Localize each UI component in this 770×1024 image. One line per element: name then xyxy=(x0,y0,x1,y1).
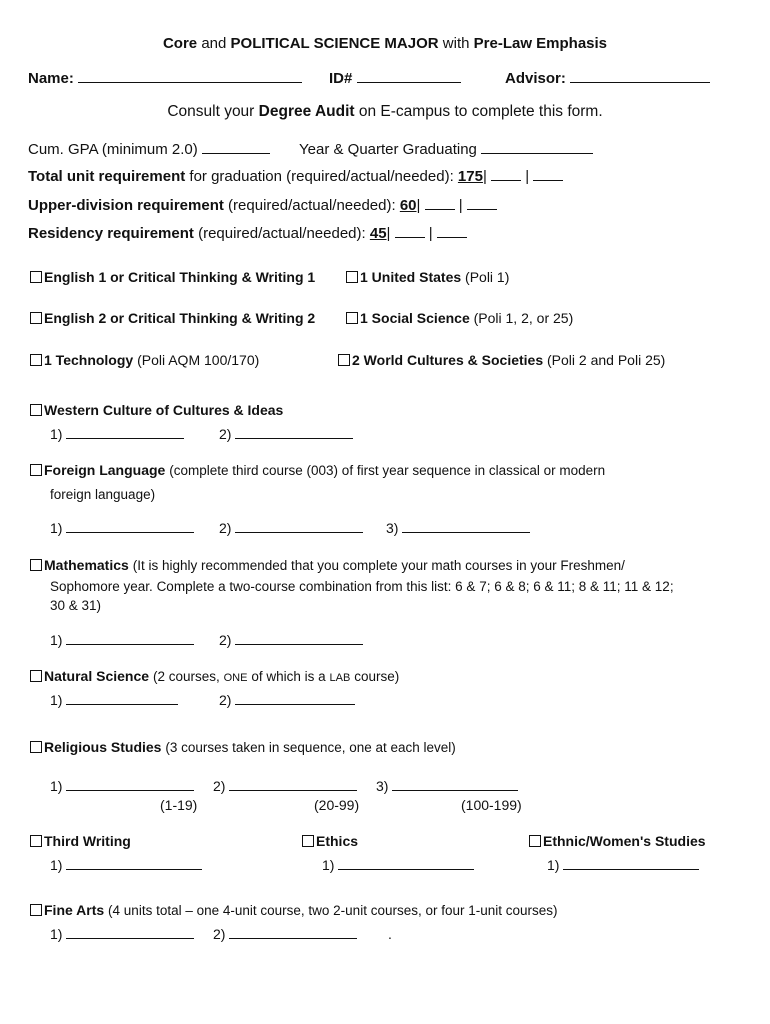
fine-arts-desc: (4 units total – one 4-unit course, two 2-unit courses, or four 1-unit courses) xyxy=(108,903,558,918)
num-1: 1) xyxy=(50,692,63,708)
math-checkbox[interactable] xyxy=(30,559,42,571)
upper-actual-field[interactable] xyxy=(425,197,455,210)
upper-div-desc: (required/actual/needed): xyxy=(228,197,396,214)
ethnic-item xyxy=(529,833,706,849)
religious-label: Religious Studies xyxy=(44,739,162,755)
name-label: Name: xyxy=(28,70,74,87)
social-checkbox[interactable] xyxy=(346,312,358,324)
western-line-2[interactable] xyxy=(235,426,353,439)
total-actual-field[interactable] xyxy=(491,168,521,181)
ethics-field xyxy=(322,857,474,873)
us-checkbox[interactable] xyxy=(346,271,358,283)
tech-checkbox[interactable] xyxy=(30,354,42,366)
id-label: ID# xyxy=(329,70,353,87)
natural-checkbox[interactable] xyxy=(30,670,42,682)
rel-range-3: (100-199) xyxy=(461,797,522,813)
total-unit-value: 175 xyxy=(457,168,483,185)
advisor-row xyxy=(505,70,710,87)
social-label: 1 Social Science xyxy=(360,310,470,326)
consult-line xyxy=(0,103,770,121)
third-writing-item xyxy=(30,833,131,849)
fine-arts-field-2 xyxy=(213,926,357,942)
english1-checkbox[interactable] xyxy=(30,271,42,283)
gpa-row xyxy=(28,141,270,158)
num-2: 2) xyxy=(219,632,232,648)
world-label: 2 World Cultures & Societies xyxy=(352,352,544,368)
us-item xyxy=(346,269,509,285)
math-desc: (It is highly recommended that you complete your math courses in your Freshmen/ xyxy=(132,558,625,573)
num-2: 2) xyxy=(219,520,232,536)
residency-label: Residency requirement xyxy=(28,225,194,242)
english2-label: English 2 or Critical Thinking & Writing 2 xyxy=(44,310,316,326)
western-label: Western Culture of Cultures & Ideas xyxy=(44,402,284,418)
western-field-1 xyxy=(50,426,184,442)
social-item xyxy=(346,310,573,326)
third-writing-field xyxy=(50,857,202,873)
num-1: 1) xyxy=(50,520,63,536)
fine-arts-dot: . xyxy=(388,926,392,942)
english2-item xyxy=(30,310,315,326)
foreign-line-2[interactable] xyxy=(235,520,363,533)
fine-arts-field-1 xyxy=(50,926,194,942)
foreign-desc: (complete third course (003) of first year sequence in classical or modern xyxy=(169,463,606,478)
fine-arts-line-2[interactable] xyxy=(229,926,357,939)
ethics-label: Ethics xyxy=(316,833,359,849)
year-row xyxy=(299,141,593,158)
math-desc-3: 30 & 31) xyxy=(50,598,102,613)
residency-needed-field[interactable] xyxy=(437,225,467,238)
western-field-2 xyxy=(219,426,353,442)
total-needed-field[interactable] xyxy=(533,168,563,181)
title-major: POLITICAL SCIENCE MAJOR xyxy=(230,35,439,52)
num-1: 1) xyxy=(50,926,63,942)
foreign-line-3[interactable] xyxy=(402,520,530,533)
religious-field-3 xyxy=(376,778,518,794)
title-core: Core xyxy=(162,35,198,52)
advisor-label: Advisor: xyxy=(505,70,566,87)
upper-needed-field[interactable] xyxy=(467,197,497,210)
num-3: 3) xyxy=(386,520,399,536)
math-desc-2: Sophomore year. Complete a two-course combination from this list: 6 & 7; 6 & 8; 6 & 11; 8 & 11; 11 & 12; xyxy=(50,579,674,594)
name-field[interactable] xyxy=(78,70,302,83)
rel-range-1: (1-19) xyxy=(160,797,198,813)
us-desc: (Poli 1) xyxy=(465,269,510,285)
ethnic-field xyxy=(547,857,699,873)
religious-checkbox[interactable] xyxy=(30,741,42,753)
form-title xyxy=(0,35,770,52)
num-1: 1) xyxy=(50,857,63,873)
num-2: 2) xyxy=(219,426,232,442)
total-unit-row: Total unit requirement for graduation (required/actual/needed): 175| | xyxy=(28,168,563,185)
third-writing-label: Third Writing xyxy=(44,833,131,849)
world-item xyxy=(338,352,665,368)
natural-line-2[interactable] xyxy=(235,692,355,705)
natural-lab: LAB xyxy=(329,672,351,684)
world-checkbox[interactable] xyxy=(338,354,350,366)
year-label: Year & Quarter Graduating xyxy=(299,141,477,158)
id-field[interactable] xyxy=(357,70,461,83)
foreign-label: Foreign Language xyxy=(44,462,166,478)
gpa-label: Cum. GPA (minimum 2.0) xyxy=(28,141,198,158)
foreign-field-3 xyxy=(386,520,530,536)
upper-div-value: 60 xyxy=(399,197,417,214)
religious-item xyxy=(30,739,456,755)
natural-label: Natural Science xyxy=(44,668,150,684)
religious-field-2 xyxy=(213,778,357,794)
num-2: 2) xyxy=(213,778,226,794)
residency-actual-field[interactable] xyxy=(395,225,425,238)
math-field-1 xyxy=(50,632,194,648)
foreign-field-2 xyxy=(219,520,363,536)
math-line-1[interactable] xyxy=(66,632,194,645)
natural-field-2 xyxy=(219,692,355,708)
ethnic-label: Ethnic/Women's Studies xyxy=(543,833,706,849)
us-label: 1 United States xyxy=(360,269,462,285)
num-1: 1) xyxy=(547,857,560,873)
foreign-line-1[interactable] xyxy=(66,520,194,533)
ethnic-line[interactable] xyxy=(563,857,699,870)
advisor-field[interactable] xyxy=(570,70,710,83)
num-2: 2) xyxy=(213,926,226,942)
num-1: 1) xyxy=(50,778,63,794)
id-row xyxy=(329,70,461,87)
math-field-2 xyxy=(219,632,363,648)
tech-label: 1 Technology xyxy=(44,352,134,368)
tech-desc: (Poli AQM 100/170) xyxy=(137,352,260,368)
gpa-field[interactable] xyxy=(202,141,270,154)
ethics-checkbox[interactable] xyxy=(302,835,314,847)
residency-row: Residency requirement (required/actual/needed): 45| | xyxy=(28,225,467,242)
title-and: and xyxy=(201,35,227,52)
tech-item xyxy=(30,352,259,368)
religious-desc: (3 courses taken in sequence, one at each level) xyxy=(165,740,456,755)
fine-arts-item xyxy=(30,902,558,918)
religious-line-1[interactable] xyxy=(66,778,194,791)
num-1: 1) xyxy=(50,632,63,648)
rel-range-2: (20-99) xyxy=(314,797,360,813)
third-writing-line[interactable] xyxy=(66,857,202,870)
natural-line-1[interactable] xyxy=(66,692,178,705)
num-1: 1) xyxy=(322,857,335,873)
title-with: with xyxy=(442,35,470,52)
world-desc: (Poli 2 and Poli 25) xyxy=(547,352,666,368)
natural-desc-2: of which is a xyxy=(251,669,326,684)
fine-arts-checkbox[interactable] xyxy=(30,904,42,916)
ethics-item xyxy=(302,833,358,849)
western-item xyxy=(30,402,283,418)
natural-item xyxy=(30,668,399,684)
english2-checkbox[interactable] xyxy=(30,312,42,324)
social-desc: (Poli 1, 2, or 25) xyxy=(473,310,574,326)
math-item xyxy=(30,557,625,573)
year-field[interactable] xyxy=(481,141,593,154)
fine-arts-label: Fine Arts xyxy=(44,902,105,918)
natural-desc-3: course) xyxy=(354,669,400,684)
upper-div-row: Upper-division requirement (required/actual/needed): 60| | xyxy=(28,197,497,214)
consult-post: on E-campus to complete this form. xyxy=(358,103,603,120)
math-label: Mathematics xyxy=(44,557,129,573)
foreign-item xyxy=(30,462,605,478)
fine-arts-line-1[interactable] xyxy=(66,926,194,939)
foreign-desc-2: foreign language) xyxy=(50,487,156,502)
degree-audit-label: Degree Audit xyxy=(258,103,355,120)
foreign-checkbox[interactable] xyxy=(30,464,42,476)
num-2: 2) xyxy=(219,692,232,708)
natural-one: ONE xyxy=(223,672,248,684)
english1-item xyxy=(30,269,315,285)
english1-label: English 1 or Critical Thinking & Writing 1 xyxy=(44,269,316,285)
name-row xyxy=(28,70,302,87)
residency-desc: (required/actual/needed): xyxy=(198,225,366,242)
foreign-field-1 xyxy=(50,520,194,536)
math-line-2[interactable] xyxy=(235,632,363,645)
religious-line-2[interactable] xyxy=(229,778,357,791)
third-writing-checkbox[interactable] xyxy=(30,835,42,847)
total-unit-desc: for graduation (required/actual/needed): xyxy=(189,168,454,185)
num-1: 1) xyxy=(50,426,63,442)
total-unit-label: Total unit requirement xyxy=(28,168,186,185)
ethics-line[interactable] xyxy=(338,857,474,870)
natural-field-1 xyxy=(50,692,178,708)
religious-field-1 xyxy=(50,778,194,794)
religious-line-3[interactable] xyxy=(392,778,518,791)
natural-desc-1: (2 courses, xyxy=(152,669,220,684)
title-emphasis: Pre-Law Emphasis xyxy=(473,35,608,52)
western-checkbox[interactable] xyxy=(30,404,42,416)
num-3: 3) xyxy=(376,778,389,794)
western-line-1[interactable] xyxy=(66,426,184,439)
consult-pre: Consult your xyxy=(167,103,255,120)
ethnic-checkbox[interactable] xyxy=(529,835,541,847)
upper-div-label: Upper-division requirement xyxy=(28,197,224,214)
residency-value: 45 xyxy=(369,225,387,242)
